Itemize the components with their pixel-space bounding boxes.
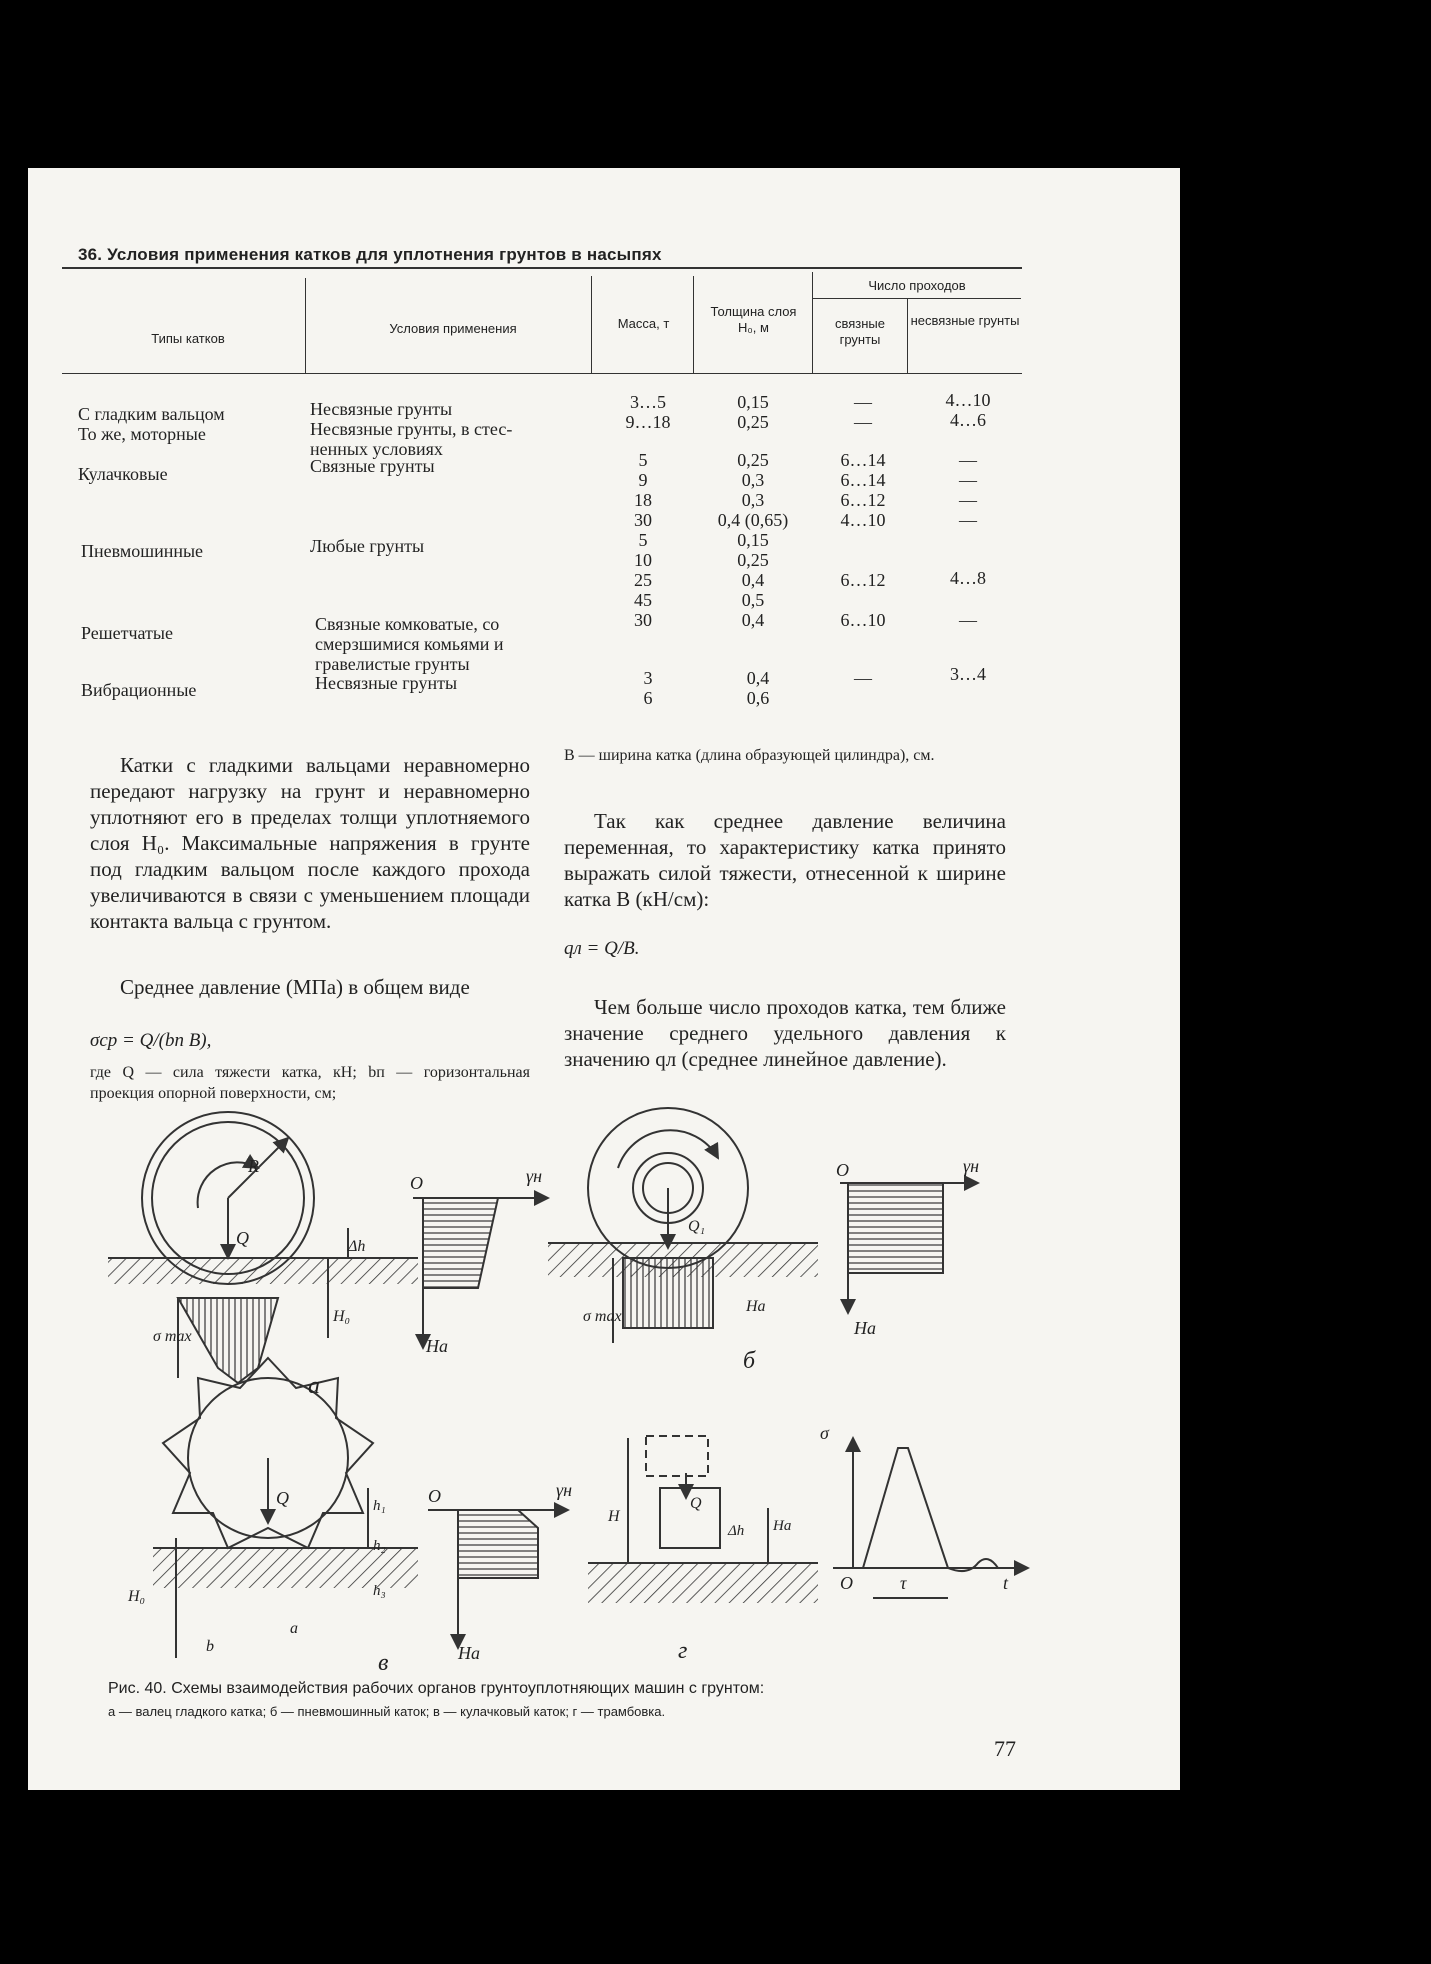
header-thickness: Толщина слоя H₀, м: [710, 304, 797, 335]
fig-symbol: σ max: [583, 1308, 622, 1325]
page-number: 77: [994, 1736, 1016, 1761]
fig-symbol: σ: [820, 1423, 829, 1443]
mass-cell: 25: [634, 570, 652, 590]
header-passes: Число проходов: [868, 278, 966, 293]
fig-label-g: г: [678, 1638, 688, 1664]
book-page: [28, 168, 1180, 1790]
figure-caption-legend: а — валец гладкого катка; б — пневмошинный каток; в — кулачковый каток; г — трамбовка.: [108, 1704, 666, 1719]
paragraph-note: B — ширина катка (длина образующей цилиндра), см.: [564, 747, 935, 764]
passes-noncohesive-cell: —: [959, 490, 977, 510]
thickness-cell: 0,15: [737, 392, 769, 412]
fig-symbol: H₀: [128, 1588, 146, 1605]
fig-label-b: б: [743, 1348, 756, 1374]
passes-noncohesive-cell: 4…10: [945, 390, 991, 410]
fig-symbol: O: [840, 1573, 853, 1593]
fig-symbol: h₃: [373, 1583, 386, 1599]
fig-symbol: Q: [276, 1488, 289, 1508]
thickness-cell: 0,3: [741, 490, 765, 510]
fig-symbol: H₀: [333, 1308, 351, 1325]
stress-diagram-b: [840, 1183, 978, 1313]
stress-diagram-v: [428, 1510, 568, 1648]
thickness-cell: 0,25: [737, 450, 769, 470]
paragraph-note: где Q — сила тяжести катка, кН; bп — горизонтальная проекция опорной поверхности, см;: [90, 1064, 530, 1102]
thickness-cell: 0,25: [737, 412, 769, 432]
mass-cell: 30: [634, 610, 652, 630]
passes-cohesive-cell: 6…10: [840, 610, 886, 630]
pulse-diagram: [833, 1438, 1028, 1598]
type-cell: Решетчатые: [81, 623, 174, 643]
formula-linear-pressure: qл = Q/B.: [564, 938, 640, 959]
passes-cohesive-cell: —: [854, 412, 872, 432]
stress-diagram-a: [413, 1198, 548, 1348]
passes-cohesive-cell: 6…14: [840, 470, 886, 490]
fig-symbol: Hа: [854, 1318, 876, 1338]
fig-symbol: γн: [556, 1480, 573, 1500]
type-cell: С гладким вальцом: [78, 404, 225, 424]
thickness-cell: 0,6: [746, 688, 770, 708]
thickness-cell: 0,3: [741, 470, 765, 490]
header-conditions: Условия применения: [389, 321, 517, 336]
fig-symbol: H: [608, 1508, 620, 1525]
passes-cohesive-cell: 6…12: [840, 490, 886, 510]
passes-noncohesive-cell: 4…6: [950, 410, 986, 430]
table-title: 36. Условия применения катков для уплотнения грунтов в насыпях: [78, 245, 662, 264]
passes-cohesive-cell: 4…10: [840, 510, 886, 530]
passes-cohesive-cell: 6…14: [840, 450, 886, 470]
passes-noncohesive-cell: —: [959, 450, 977, 470]
header-type: Типы катков: [151, 331, 225, 346]
fig-symbol: Δh: [348, 1238, 366, 1255]
header-cohesive: связные грунты: [834, 316, 885, 347]
passes-noncohesive-cell: —: [959, 510, 977, 530]
passes-cohesive-cell: —: [854, 668, 872, 688]
type-cell: Кулачковые: [78, 464, 168, 484]
fig-symbol: a: [290, 1620, 298, 1637]
paragraph: Чем больше число проходов катка, тем ближе значение среднего удельного давления к значению qл (среднее линейное давление).: [564, 995, 1006, 1071]
mass-cell: 5: [638, 450, 648, 470]
thickness-cell: 0,5: [741, 590, 765, 610]
type-cell: Вибрационные: [81, 680, 197, 700]
fig-symbol: τ: [900, 1573, 907, 1593]
fig-symbol: Hа: [426, 1336, 448, 1356]
passes-noncohesive-cell: 3…4: [950, 664, 986, 684]
passes-noncohesive-cell: —: [959, 610, 977, 630]
mass-cell: 45: [634, 590, 652, 610]
fig-symbol: t: [1003, 1573, 1009, 1593]
fig-symbol: Q: [236, 1228, 249, 1248]
fig-symbol: Q₁: [688, 1218, 706, 1235]
fig-symbol: Hа: [746, 1298, 766, 1315]
formula-average-pressure: σср = Q/(bп B),: [90, 1030, 212, 1051]
fig-symbol: σ max: [153, 1328, 192, 1345]
condition-cell: Связные комковатые, со смерзшимися комьями и гравелистые грунты: [315, 614, 504, 674]
paragraph: Катки с гладкими вальцами неравномерно передают нагрузку на грунт и неравномерно уплотняют его в пределах толщи уплотняемого слоя H₀. Максимальные напряжения в грунте под гладким вальцом после каждого прохода увеличиваются в связи с уменьшением площади контакта вальца с грунтом.: [90, 753, 530, 933]
condition-cell: Несвязные грунты: [315, 673, 458, 693]
mass-cell: 18: [634, 490, 652, 510]
fig-symbol: R: [248, 1156, 259, 1176]
mass-cell: 6: [643, 688, 653, 708]
mass-cell: 9…18: [625, 412, 671, 432]
figure-caption: Рис. 40. Схемы взаимодействия рабочих органов грунтоуплотняющих машин с грунтом:: [108, 1680, 765, 1697]
passes-noncohesive-cell: 4…8: [950, 568, 986, 588]
thickness-cell: 0,4: [746, 668, 770, 688]
header-mass: Масса, т: [617, 316, 670, 331]
fig-symbol: Hа: [458, 1643, 480, 1663]
passes-cohesive-cell: —: [854, 392, 872, 412]
fig-symbol: b: [206, 1638, 214, 1655]
thickness-cell: 0,4 (0,65): [717, 510, 789, 530]
paragraph: Среднее давление (МПа) в общем виде: [120, 975, 470, 999]
fig-symbol: γн: [526, 1166, 543, 1186]
thickness-cell: 0,4: [741, 570, 765, 590]
condition-cell: Несвязные грунты: [310, 399, 453, 419]
mass-cell: 3: [643, 668, 653, 688]
passes-cohesive-cell: 6…12: [840, 570, 886, 590]
condition-cell: Любые грунты: [310, 536, 425, 556]
mass-cell: 9: [638, 470, 648, 490]
thickness-cell: 0,15: [737, 530, 769, 550]
fig-symbol: γн: [963, 1156, 980, 1176]
fig-symbol: O: [428, 1486, 441, 1506]
passes-noncohesive-cell: —: [959, 470, 977, 490]
fig-label-v: в: [378, 1650, 389, 1676]
header-noncohesive: несвязные грунты: [910, 313, 1020, 328]
fig-symbol: Δh: [728, 1523, 745, 1539]
thickness-cell: 0,25: [737, 550, 769, 570]
fig-symbol: O: [836, 1160, 849, 1180]
mass-cell: 30: [634, 510, 652, 530]
fig-symbol: O: [410, 1173, 423, 1193]
condition-cell: Несвязные грунты, в стес- ненных условиях: [310, 419, 513, 459]
type-cell: Пневмошинные: [81, 541, 204, 561]
mass-cell: 5: [638, 530, 648, 550]
mass-cell: 10: [634, 550, 652, 570]
fig-symbol: h₁: [373, 1498, 386, 1514]
type-cell: То же, моторные: [78, 424, 206, 444]
figure-40: [28, 168, 1180, 1790]
mass-cell: 3…5: [630, 392, 666, 412]
fig-symbol: Q: [690, 1495, 702, 1512]
thickness-cell: 0,4: [741, 610, 765, 630]
paragraph: Так как среднее давление величина переменная, то характеристику катка принято выражать силой тяжести, отнесенной к ширине катка B (кН/см):: [564, 809, 1006, 911]
fig-symbol: Hа: [773, 1518, 792, 1534]
fig-symbol: h₂: [373, 1538, 386, 1554]
fig-label-a: а: [308, 1373, 320, 1399]
condition-cell: Связные грунты: [310, 456, 435, 476]
